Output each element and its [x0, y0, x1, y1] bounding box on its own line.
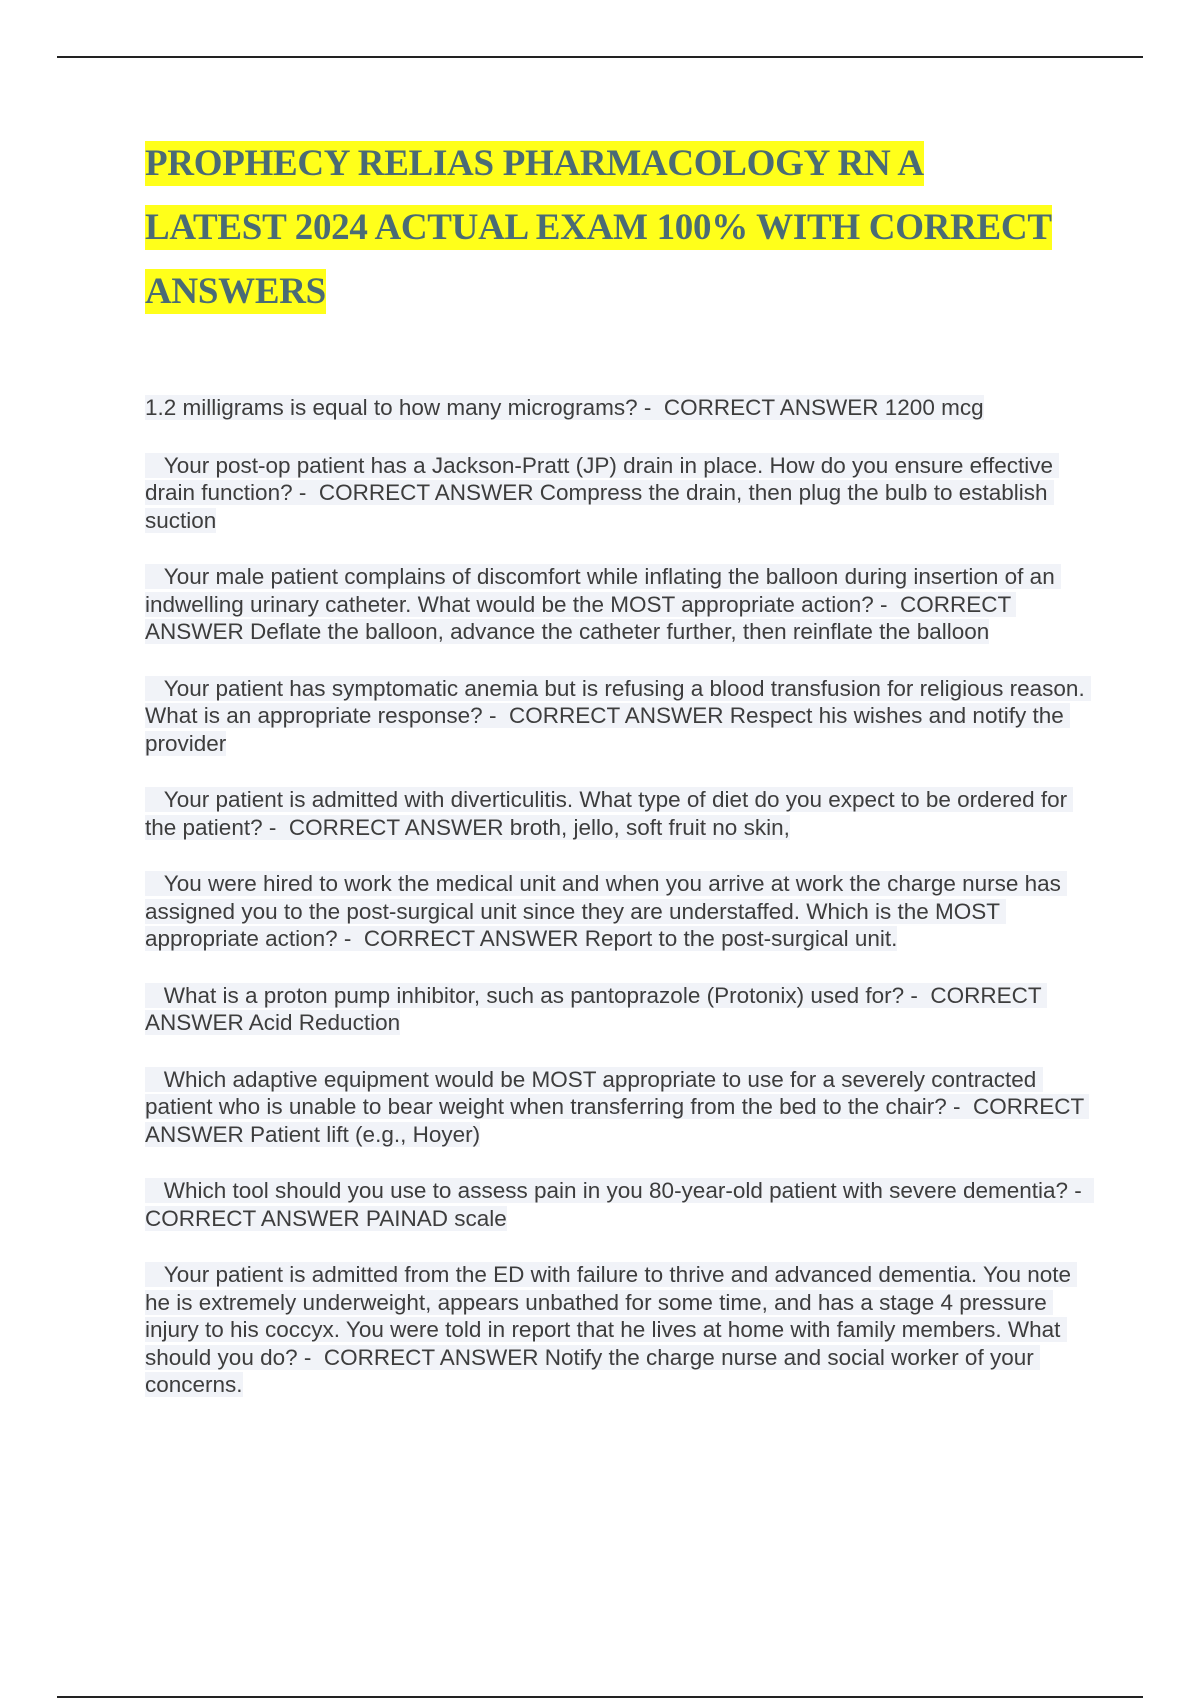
top-rule [57, 56, 1143, 58]
qa-list [145, 394, 1095, 1399]
qa-text: Your male patient complains of discomfort while inflating the balloon during insertion of an indwelling urinary catheter. What would be the MOST appropriate action? - CORRECT ANSWER Deflate the balloon, advance the catheter further, then reinflate the balloon [145, 564, 1061, 644]
qa-text: Your patient has symptomatic anemia but is refusing a blood transfusion for religious reason. What is an appropriate response? - CORRECT ANSWER Respect his wishes and notify the provider [145, 675, 1091, 756]
document-title [145, 132, 1095, 324]
qa-text: Your post-op patient has a Jackson-Pratt (JP) drain in place. How do you ensure effective drain function? - CORRECT ANSWER Compress the drain, then plug the bulb to establish suction [145, 452, 1060, 533]
qa-item-8 [145, 1066, 1095, 1149]
qa-item-6 [145, 870, 1095, 953]
qa-item-4 [145, 675, 1095, 758]
qa-item-1 [145, 394, 1095, 422]
qa-text: You were hired to work the medical unit and when you arrive at work the charge nurse has assigned you to the post-surgical unit since they are understaffed. Which is the MOST appropriate action? - CORRECT ANSWER Report to the post-surgical unit. [145, 871, 1068, 951]
qa-item-9 [145, 1177, 1095, 1232]
qa-text: Your patient is admitted with diverticulitis. What type of diet do you expect to be ordered for the patient? - CORRECT ANSWER broth, jello, soft fruit no skin, [145, 787, 1074, 840]
title-line-1: PROPHECY RELIAS PHARMACOLOGY RN A [145, 143, 924, 184]
qa-item-2 [145, 452, 1095, 535]
qa-text: Which tool should you use to assess pain in you 80-year-old patient with severe dementia? - CORRECT ANSWER PAINAD scale [145, 1178, 1095, 1231]
bottom-rule [57, 1696, 1143, 1698]
qa-item-7 [145, 982, 1095, 1037]
qa-text: Your patient is admitted from the ED with failure to thrive and advanced dementia. You note he is extremely underweight, appears unbathed for some time, and has a stage 4 pressure injury to his coccyx. You were told in report that he lives at home with family members. What should you do? - CORRECT ANSWER Notify the charge nurse and social worker of your concerns. [145, 1262, 1078, 1397]
qa-text: What is a proton pump inhibitor, such as pantoprazole (Protonix) used for? - CORRECT ANSWER Acid Reduction [145, 982, 1047, 1035]
qa-text: Which adaptive equipment would be MOST appropriate to use for a severely contracted patient who is unable to bear weight when transferring from the bed to the chair? - CORRECT ANSWER Patient lift (e.g., Hoyer) [145, 1066, 1090, 1147]
title-line-3: ANSWERS [145, 271, 326, 312]
qa-item-5 [145, 786, 1095, 841]
document-body [145, 132, 1095, 1428]
qa-text: 1.2 milligrams is equal to how many micrograms? - CORRECT ANSWER 1200 mcg [145, 395, 984, 420]
qa-item-10 [145, 1261, 1095, 1399]
qa-item-3 [145, 563, 1095, 646]
title-line-2: LATEST 2024 ACTUAL EXAM 100% WITH CORRECT [145, 207, 1052, 248]
